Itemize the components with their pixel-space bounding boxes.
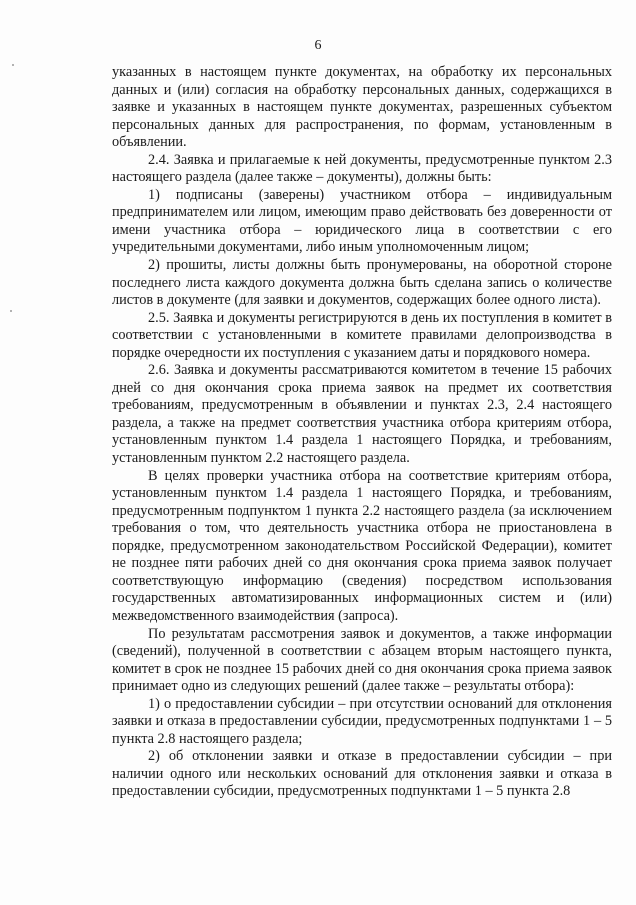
paragraph-decision-1: 1) о предоставлении субсидии – при отсутствии оснований для отклонения заявки и отказа в предоставлении субсидии, предусмотренных подпунктами 1 – 5 пункта 2.8 настоящего раздела; <box>112 695 612 747</box>
scan-artifact <box>10 310 12 312</box>
body-text <box>112 64 612 801</box>
paragraph-results: По результатам рассмотрения заявок и документов, а также информации (сведений), полученной в соответствии с абзацем вторым настоящего пункта, комитет в срок не позднее 15 рабочих дней со дня окончания срока приема заявок принимает одно из следующих решений (далее также – результаты отбора): <box>112 625 612 695</box>
paragraph-decision-2: 2) об отклонении заявки и отказе в предоставлении субсидии – при наличии одного или нескольких оснований для отклонения заявки и отказа в предоставлении субсидии, предусмотренных подпунктами 1 – 5 пункта 2.8 <box>112 748 612 800</box>
paragraph-2-4-item-1: 1) подписаны (заверены) участником отбора – индивидуальным предпринимателем или лицом, имеющим право действовать без доверенности от имени участника отбора – юридического лица в соответствии с его учредительными документами, либо иным уполномоченным лицом; <box>112 186 612 256</box>
paragraph-2-4: 2.4. Заявка и прилагаемые к ней документы, предусмотренные пунктом 2.3 настоящего раздела (далее также – документы), должны быть: <box>112 151 612 186</box>
paragraph-verification: В целях проверки участника отбора на соответствие критериям отбора, установленным пунктом 1.4 раздела 1 настоящего Порядка, и требованиям, предусмотренным подпунктом 1 пункта 2.2 настоящего раздела (за исключением требования о том, что деятельность участника отбора не приостановлена в порядке, предусмотренном законодательством Российской Федерации), комитет не позднее пяти рабочих дней со дня окончания срока приема заявок получает соответствующую информацию (сведения) посредством использования государственных автоматизированных информационных систем и (или) межведомственного взаимодействия (запроса). <box>112 467 612 624</box>
paragraph-continuation: указанных в настоящем пункте документах, на обработку их персональных данных и (или) согласия на обработку персональных данных, содержащихся в заявке и указанных в настоящем пункте документах, разрешенных субъектом персональных данных для распространения, по формам, установленным в объявлении. <box>112 64 612 151</box>
paragraph-2-4-item-2: 2) прошиты, листы должны быть пронумерованы, на оборотной стороне последнего листа каждого документа должна быть сделана запись о количестве листов в документе (для заявки и документов, содержащих более одного листа). <box>112 257 612 309</box>
scan-artifact <box>12 64 14 66</box>
page-number: 6 <box>314 38 322 53</box>
paragraph-2-6: 2.6. Заявка и документы рассматриваются комитетом в течение 15 рабочих дней со дня окончания срока приема заявок на предмет их соответствия требованиям, предусмотренным в объявлении и пунктах 2.3, 2.4 настоящего раздела, а также на предмет соответствия участника отбора критериям отбора, установленным пунктом 1.4 раздела 1 настоящего Порядка, и требованиям, установленным пунктом 2.2 настоящего раздела. <box>112 362 612 467</box>
paragraph-2-5: 2.5. Заявка и документы регистрируются в день их поступления в комитет в соответствии с установленными в комитете правилами делопроизводства в порядке очередности их поступления с указанием даты и порядкового номера. <box>112 309 612 361</box>
